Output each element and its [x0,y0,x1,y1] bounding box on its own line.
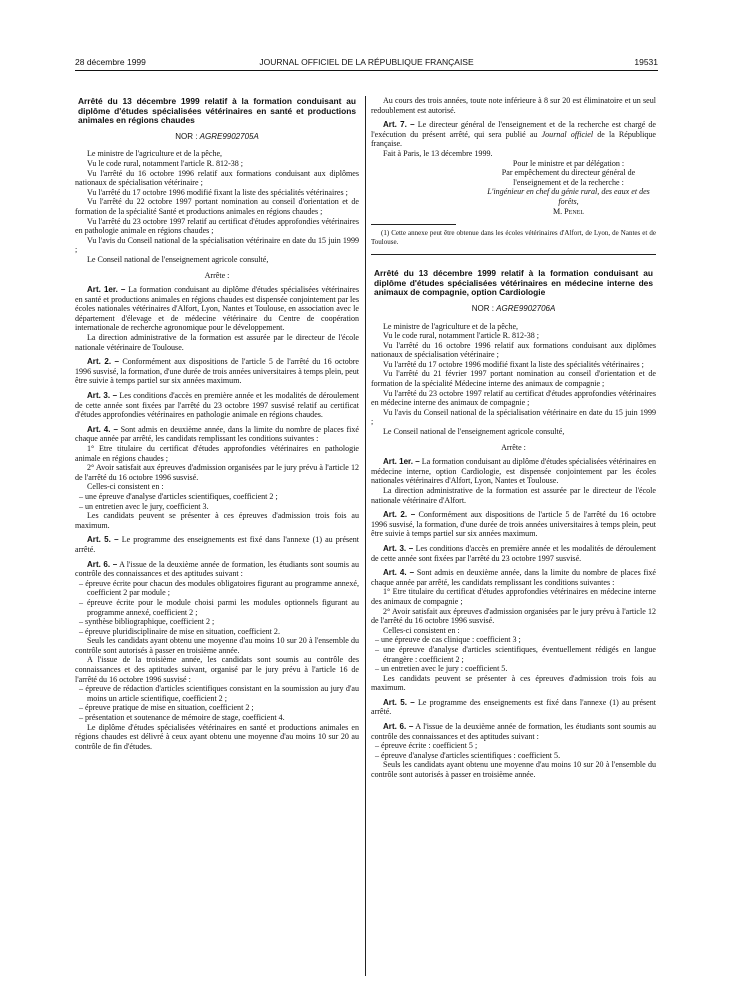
signature-line: Pour le ministre et par délégation : [512,158,625,168]
paragraph: 1° Etre titulaire du certificat d'études approfondies vétérinaires en médecine interne des animaux de compagnie ; [371,587,656,606]
article-6 [75,560,359,579]
article-label: Art. 3. – [87,391,118,401]
signature-line: Par empêchement du directeur général de l'enseignement et de la recherche : [501,168,636,187]
list-item: – un entretien avec le jury, coefficient 3. [79,501,209,511]
arrete2-nor [371,304,656,314]
article-5 [371,698,656,717]
article-4 [75,425,359,444]
arrete1-title: Arrêté du 13 décembre 1999 relatif à la formation conduisant au diplôme d'études spécialisées vétérinaires en santé et productions animales en régions chaudes [78,96,356,126]
visa: Vu l'arrêté du 23 octobre 1997 relatif au certificat d'études approfondies vétérinaires en pathologie animale en régions chaudes ; [75,216,359,236]
paragraph: Seuls les candidats ayant obtenu une moyenne d'au moins 10 sur 20 à l'ensemble du contrôle sont autorisés à passer en troisième année. [371,760,656,780]
arrete-word: Arrête : [204,270,230,280]
list-item: – épreuve écrite pour chacun des modules obligatoires figurant au programme annexé, coefficient 2 par module ; [79,578,359,598]
visa: Vu l'arrêté du 21 février 1997 portant nomination au conseil d'orientation et de formation de la spécialité Médecine interne des animaux de compagnie ; [371,369,656,389]
nor-label: NOR : [471,303,494,313]
article-4 [371,568,656,587]
article-label: Art. 2. – [87,357,120,367]
fait-a-paris: Fait à Paris, le 13 décembre 1999. [383,148,493,158]
article-3 [75,391,359,420]
arrete-word: Arrête : [501,442,526,452]
paragraph: La direction administrative de la formation est assurée par le directeur de l'école nationale vétérinaire de Toulouse. [75,333,359,352]
paragraph: Celles-ci consistent en : [383,625,460,635]
visa: Vu le code rural, notamment l'article R. 812-38 ; [383,331,540,341]
list-item: – épreuve pratique de mise en situation, coefficient 2 ; [79,703,254,713]
article-7 [371,120,656,149]
article-5 [75,535,359,554]
list-item: – épreuve pluridisciplinaire de mise en situation, coefficient 2. [79,626,280,636]
list-item: – épreuve écrite pour le module choisi parmi les modules optionnels figurant au programme annexé, coefficient 2 ; [79,597,359,617]
article-label: Art. 4. – [383,568,415,578]
visa: Vu l'avis du Conseil national de la spécialisation vétérinaire en date du 15 juin 1999 ; [371,407,656,427]
article-1 [371,457,656,486]
page-header [75,57,658,69]
paragraph: Le diplôme d'études spécialisées vétérinaires en santé et productions animales en régions chaudes est délivré à ceux ayant obtenu une moyenne d'au moins 10 sur 20 au contrôle de fin d'études. [75,722,359,751]
article-label: Art. 3. – [383,543,414,553]
visa: Le ministre de l'agriculture et de la pêche, [87,149,223,159]
paragraph: Seuls les candidats ayant obtenu une moyenne d'au moins 10 sur 20 à l'ensemble du contrôle sont autorisés à passer en troisième année. [75,636,359,655]
header-rule [75,70,658,71]
signatory-name: M. Penel [553,206,584,216]
footnote: (1) Cette annexe peut être obtenue dans les écoles vétérinaires d'Alfort, de Lyon, de Nantes et de Toulouse. [371,229,656,246]
article-text: Le programme des enseignements est fixé dans l'annexe (1) au présent arrêté. [371,697,656,717]
article-label: Art. 5. – [87,535,119,545]
article-label: Art. 7. – [383,120,415,130]
paragraph: 2° Avoir satisfait aux épreuves d'admission organisées par le jury prévu à l'article 12 de l'arrêté du 16 octobre 1996 susvisé. [75,463,359,482]
paragraph: A l'issue de la troisième année, les candidats sont soumis au contrôle des connaissances et des aptitudes suivant, organisé par le jury prévu à l'article 16 de l'arrêté du 16 octobre 1996 susvisé : [75,655,359,684]
article-text: Conformément aux dispositions de l'article 5 de l'arrêté du 16 octobre 1996 susvisé, la formation, d'une durée de trois années universitaires à temps plein, peut être suivie à temps partiel sur six années maximum. [371,510,656,539]
visa: Le Conseil national de l'enseignement agricole consulté, [87,254,269,264]
left-column [75,97,359,751]
signature-line [481,187,656,206]
list-item: – épreuve écrite : coefficient 5 ; [375,741,478,751]
paragraph: 1° Etre titulaire du certificat d'études approfondies vétérinaires en pathologie animale en régions chaudes ; [75,444,359,463]
article-text: Les conditions d'accès en première année et les modalités de déroulement de cette année sont fixées par l'arrêté du 23 octobre 1997 susvisé. [371,543,656,563]
journal-title: JOURNAL OFFICIEL DE LA RÉPUBLIQUE FRANÇAISE [259,57,474,67]
article-1 [75,285,359,333]
article-text: Le directeur général de l'enseignement et de la recherche est chargé de l'exécution du présent arrêté, qui sera publié au [371,120,656,139]
visa: Vu l'arrêté du 23 octobre 1997 relatif au certificat d'études approfondies vétérinaires en médecine interne des animaux de compagnie ; [371,388,656,408]
footnote-rule [371,224,456,225]
article-text: Sont admis en deuxième année, dans la limite du nombre de places fixé chaque année par arrêté, les candidats remplissant les conditions suivantes : [75,424,359,444]
visa: Vu l'arrêté du 16 octobre 1996 relatif aux formations conduisant aux diplômes nationaux de spécialisation vétérinaire ; [75,168,359,188]
article-label: Art. 6. – [87,559,118,569]
article-label: Art. 6. – [383,722,414,732]
page-number: 19531 [634,57,658,67]
header-date: 28 décembre 1999 [75,57,146,67]
list-item: – un entretien avec le jury : coefficient 5. [375,664,508,674]
article-text: La formation conduisant au diplôme d'études spécialisées vétérinaires en médecine interne, option Cardiologie, est dispensée conjointement par les écoles nationales vétérinaires d'Alfort, Lyon, Nantes et Toulouse. [371,457,656,486]
nor-label: NOR : [175,131,198,141]
article-text: A l'issue de la deuxième année de formation, les étudiants sont soumis au contrôle des connaissances et des aptitudes suivant : [75,559,359,579]
nor-code: AGRE9902705A [199,131,259,141]
article-text: La formation conduisant au diplôme d'études spécialisées vétérinaires en santé et productions animales en régions chaudes est dispensée conjointement par les écoles nationales vétérinaires d'Alfort, Lyon, Nantes et Toulouse, en association avec le département d'élevage et de médecine vétérinaire du Centre de coopération internationale de recherche agronomique pour le développement. [75,285,359,333]
article-label: Art. 1er. – [87,285,126,295]
section-separator [371,254,656,255]
visa: Le Conseil national de l'enseignement agricole consulté, [383,427,565,437]
list-item: – synthèse bibliographique, coefficient 2 ; [79,617,215,627]
right-column [371,96,656,780]
article-2 [75,357,359,386]
list-item: – présentation et soutenance de mémoire de stage, coefficient 4. [79,713,285,723]
list-item: – une épreuve d'analyse d'articles scientifiques, coefficient 2 ; [79,491,278,501]
visa: Vu l'arrêté du 17 octobre 1996 modifié fixant la liste des spécialités vétérinaires ; [383,359,644,369]
arrete2-title: Arrêté du 13 décembre 1999 relatif à la formation conduisant au diplôme d'études spécialisées vétérinaires en médecine interne des animaux de compagnie, option Cardiologie [374,268,653,298]
article-2 [371,510,656,539]
paragraph: 2° Avoir satisfait aux épreuves d'admission organisées par le jury prévu à l'article 12 de l'arrêté du 16 octobre 1996 susvisé. [371,606,656,626]
article-text: Les conditions d'accès en première année et les modalités de déroulement de cette année sont fixées par l'arrêté du 23 octobre 1997 susvisé relatif au certificat d'études approfondies vétérinaires en pathologie animale en régions chaudes. [75,391,359,420]
visa: Vu l'avis du Conseil national de la spécialisation vétérinaire en date du 15 juin 1999 ; [75,235,359,255]
article-text: de la République française. [371,129,656,149]
visa: Le ministre de l'agriculture et de la pêche, [383,321,519,331]
visa: Vu l'arrêté du 17 octobre 1996 modifié fixant la liste des spécialités vétérinaires ; [87,187,348,197]
article-3 [371,544,656,563]
nor-code: AGRE9902706A [496,303,556,313]
article-text: Le programme des enseignements est fixé dans l'annexe (1) au présent arrêté. [75,535,359,554]
article-6 [371,722,656,741]
visa: Vu l'arrêté du 22 octobre 1997 portant nomination au conseil d'orientation et de formation de la spécialité Santé et productions animales en régions chaudes ; [75,197,359,216]
paragraph: La direction administrative de la formation est assurée par le directeur de l'école nationale vétérinaire d'Alfort. [371,486,656,505]
column-divider [365,96,366,976]
arrete1-nor [75,132,359,142]
article-text: A l'issue de la deuxième année de formation, les étudiants sont soumis au contrôle des connaissances et des aptitudes suivant : [371,722,656,741]
list-item: – une épreuve d'analyse d'articles scientifiques, éventuellement rédigés en langue étrangère : coefficient 2 ; [375,644,656,664]
journal-officiel-ref: Journal officiel [541,129,594,139]
visa: Vu l'arrêté du 16 octobre 1996 relatif aux formations conduisant aux diplômes nationaux de spécialisation vétérinaire ; [371,340,656,360]
list-item: – épreuve d'analyse d'articles scientifiques : coefficient 5. [375,750,561,760]
signatory-title: L'ingénieur en chef du génie rural, des eaux et des forêts, [487,187,650,206]
article-label: Art. 4. – [87,424,118,434]
paragraph: Les candidats peuvent se présenter à ces épreuves d'admission trois fois au maximum. [371,673,656,693]
article-text: Sont admis en deuxième année, dans la limite du nombre de places fixé chaque année par arrêté, les candidats remplissant les conditions suivantes : [371,568,656,587]
list-item: – une épreuve de cas clinique : coefficient 3 ; [375,635,521,645]
paragraph: Celles-ci consistent en : [87,482,164,492]
article-label: Art. 2. – [383,510,416,520]
paragraph: Les candidats peuvent se présenter à ces épreuves d'admission trois fois au maximum. [75,511,359,530]
article-label: Art. 1er. – [383,457,420,467]
paragraph: Au cours des trois années, toute note inférieure à 8 sur 20 est éliminatoire et un seul redoublement est autorisé. [371,96,656,115]
list-item: – épreuve de rédaction d'articles scientifiques consistant en la soumission au jury d'au moins un article scientifique, coefficient 2 ; [79,684,359,703]
visa: Vu le code rural, notamment l'article R. 812-38 ; [87,158,244,168]
article-label: Art. 5. – [383,697,415,707]
article-text: Conformément aux dispositions de l'article 5 de l'arrêté du 16 octobre 1996 susvisé, la formation, d'une durée de trois années universitaires à temps plein, peut être suivie à temps partiel sur six années maximum. [75,357,359,386]
